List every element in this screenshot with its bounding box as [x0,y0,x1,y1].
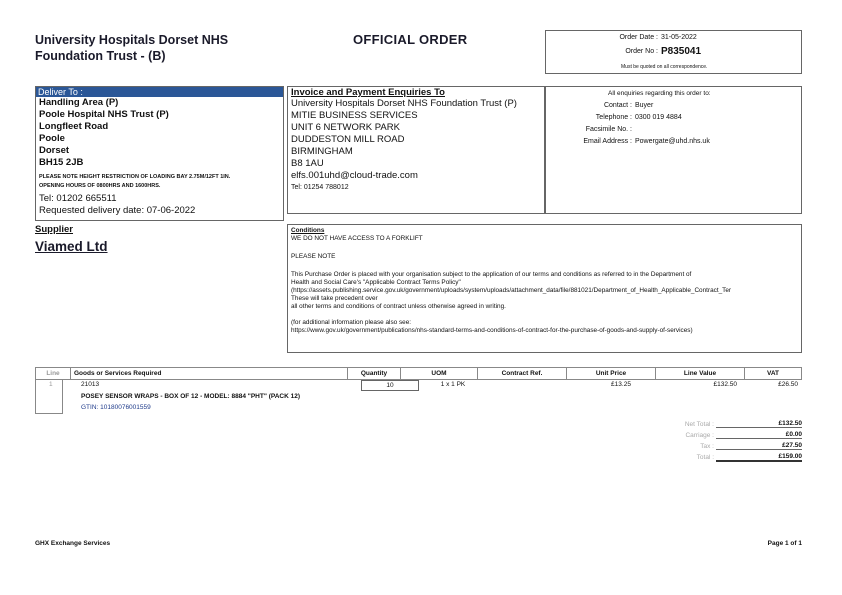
telephone-label: Telephone : [595,114,632,121]
invoice-line: B8 1AU [291,158,324,169]
invoice-line: UNIT 6 NETWORK PARK [291,122,400,133]
email-label: Email Address : [583,138,632,145]
col-uom: UOM [401,368,478,380]
order-no-label: Order No : [625,48,658,55]
row-vat: £26.50 [778,381,798,388]
net-total-value: £132.50 [716,420,802,428]
total-value: £159.00 [716,453,802,462]
deliver-line: Poole Hospital NHS Trust (P) [39,109,169,120]
col-contract-ref: Contract Ref. [478,368,567,380]
col-vat: VAT [745,368,802,380]
contact-value: Buyer [635,102,654,109]
quote-note: Must be quoted on all correspondence. [621,64,708,70]
org-line-1: University Hospitals Dorset NHS [35,33,229,47]
invoice-line: DUDDESTON MILL ROAD [291,134,405,145]
row-item-code: 21013 [81,381,100,388]
invoice-box [287,86,545,214]
email-value: Powergate@uhd.nhs.uk [635,138,710,145]
org-line-2: Foundation Trust - (B) [35,49,166,63]
col-unit-price: Unit Price [567,368,656,380]
order-date-label: Order Date : [619,34,658,41]
carriage-value: £0.00 [716,431,802,439]
net-total-label: Net Total : [684,421,714,428]
invoice-line: BIRMINGHAM [291,146,353,157]
conditions-line: PLEASE NOTE [291,253,336,260]
document-title: OFFICIAL ORDER [353,32,468,47]
contact-label: Contact : [603,102,632,109]
deliver-line: Handling Area (P) [39,97,119,108]
row-line-number: 1 [49,381,53,388]
invoice-title: Invoice and Payment Enquiries To [291,87,445,98]
row-line-value: £132.50 [713,381,737,388]
conditions-para: These will take precedent over [291,295,378,302]
order-info-box [545,30,802,74]
deliver-to-title: Deliver To : [36,87,283,97]
conditions-para: This Purchase Order is placed with your organisation subject to the application of our terms and conditions as referred to in the Department of [291,271,692,278]
conditions-box [287,224,802,353]
row-quantity: 10 [361,380,419,391]
delivery-note-2: OPENING HOURS OF 0800HRS AND 1600HRS. [39,183,161,189]
deliver-to-box [35,86,284,221]
telephone-value: 0300 019 4884 [635,114,682,121]
conditions-para: Health and Social Care's "Applicable Contract Terms Policy" [291,279,461,286]
supplier-name: Viamed Ltd [35,239,108,254]
invoice-email: elfs.001uhd@cloud-trade.com [291,170,418,181]
conditions-para: (https://assets.publishing.service.gov.uk/government/uploads/system/uploads/attachment_data/file/881021/Department_of_Health_Applicable_Contract_Ter [291,287,732,294]
supplier-title-text: Supplier [35,224,74,235]
row-description: POSEY SENSOR WRAPS - BOX OF 12 - MODEL: 8884 "PHT" (PACK 12) [81,393,301,400]
order-date-value: 31-05-2022 [661,34,697,41]
enquiries-title: All enquiries regarding this order to: [608,90,711,97]
deliver-tel: Tel: 01202 665511 [39,193,117,204]
deliver-line: Longfleet Road [39,121,109,132]
footer-service: GHX Exchange Services [35,540,111,547]
col-line: Line [36,368,71,380]
conditions-para: all other terms and conditions of contract unless otherwise agreed in writing. [291,303,506,310]
delivery-note-1: PLEASE NOTE HEIGHT RESTRICTION OF LOADING BAY 2.75M/12FT 1IN. [39,174,231,180]
total-label: Total : [696,454,714,461]
page-number: Page 1 of 1 [767,540,802,547]
invoice-line: MITIE BUSINESS SERVICES [291,110,418,121]
organisation-name [35,32,228,64]
col-quantity: Quantity [348,368,401,380]
row-gtin: GTIN: 10180076001559 [81,404,151,411]
row-uom: 1 x 1 PK [440,381,466,388]
fax-label: Facsimile No. : [585,126,632,133]
col-goods: Goods or Services Required [71,368,348,380]
deliver-line: Poole [39,133,65,144]
deliver-line: Dorset [39,145,70,156]
col-line-value: Line Value [656,368,745,380]
conditions-line: WE DO NOT HAVE ACCESS TO A FORKLIFT [291,235,423,242]
tax-label: Tax : [700,443,714,450]
table-header-row [36,368,802,380]
enquiries-box [545,86,802,214]
conditions-link: https://www.gov.uk/government/publications/nhs-standard-terms-and-conditions-of-contract-for-the-purchase-of-goods-and-supply-of-services) [291,327,693,334]
deliver-line: BH15 2JB [39,157,84,168]
supplier-title [35,224,73,235]
order-items-table [35,367,802,380]
requested-delivery-date: Requested delivery date: 07-06-2022 [39,205,196,216]
invoice-line: University Hospitals Dorset NHS Foundation Trust (P) [291,98,517,109]
row-unit-price: £13.25 [611,381,631,388]
invoice-tel: Tel: 01254 788012 [291,184,349,191]
tax-value: £27.50 [716,442,802,450]
conditions-para: (for additional information please also see: [291,319,412,326]
carriage-label: Carriage : [685,432,714,439]
conditions-title: Conditions [291,227,325,234]
order-no-value: P835041 [661,46,702,57]
